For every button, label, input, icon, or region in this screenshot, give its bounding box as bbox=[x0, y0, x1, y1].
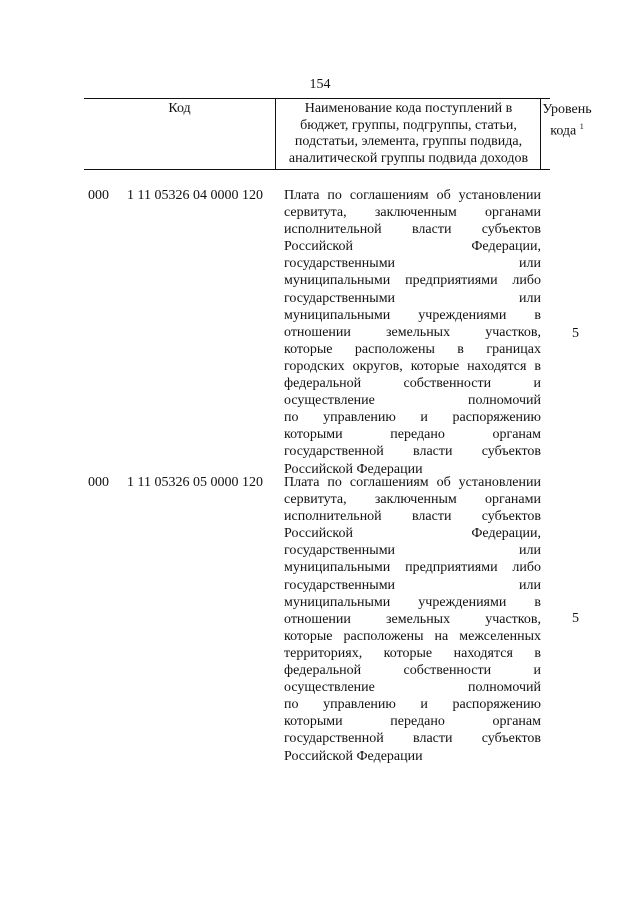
header-name-line: подстатьи, элемента, группы подвида, bbox=[294, 134, 523, 149]
name-line: которыми передано органам bbox=[284, 714, 541, 730]
name-line: муниципальными предприятиями либо bbox=[284, 273, 541, 289]
name-line: Российской Федерации, bbox=[284, 526, 541, 542]
name-line: федеральной собственности и bbox=[284, 376, 541, 392]
name-line: которые расположены в границах bbox=[284, 341, 541, 357]
name-line: отношении земельных участков, bbox=[284, 324, 541, 340]
name-line: исполнительной власти субъектов bbox=[284, 222, 541, 238]
name-line: Российской Федерации bbox=[284, 461, 423, 477]
revenue-name bbox=[284, 187, 541, 478]
header-name-line: Наименование кода поступлений в bbox=[304, 101, 513, 116]
revenue-name bbox=[284, 474, 541, 765]
name-line: которыми передано органам bbox=[284, 427, 541, 443]
name-line: территориях, которые находятся в bbox=[284, 645, 541, 661]
name-line: сервитута, заключенным органами bbox=[284, 492, 541, 508]
header-level-line1: Уровень bbox=[542, 102, 592, 117]
name-line: Российской Федерации bbox=[284, 748, 423, 764]
header-level-label: кода bbox=[550, 123, 577, 139]
name-line: государственными или bbox=[284, 577, 541, 593]
name-line: государственными или bbox=[284, 256, 541, 272]
name-line: Российской Федерации, bbox=[284, 239, 541, 255]
admin-code: 000 bbox=[88, 188, 109, 203]
name-line: которые расположены на межселенных bbox=[284, 628, 541, 644]
name-line: государственной власти субъектов bbox=[284, 444, 541, 460]
admin-code: 000 bbox=[88, 475, 109, 490]
name-line: отношении земельных участков, bbox=[284, 611, 541, 627]
name-line: федеральной собственности и bbox=[284, 663, 541, 679]
header-level bbox=[542, 99, 592, 169]
name-line: государственными или bbox=[284, 543, 541, 559]
page-number: 154 bbox=[309, 77, 331, 92]
table-header bbox=[84, 98, 592, 170]
code-level: 5 bbox=[572, 326, 579, 341]
name-line: осуществление полномочий bbox=[284, 680, 541, 696]
classification-code: 1 11 05326 05 0000 120 bbox=[127, 475, 263, 490]
name-line: сервитута, заключенным органами bbox=[284, 205, 541, 221]
name-line: государственной власти субъектов bbox=[284, 731, 541, 747]
header-level-line2 bbox=[542, 118, 592, 140]
name-line: городских округов, которые находятся в bbox=[284, 358, 541, 374]
header-level-footnote: 1 bbox=[579, 122, 584, 131]
name-line: по управлению и распоряжению bbox=[284, 410, 541, 426]
name-line: муниципальными учреждениями в bbox=[284, 307, 541, 323]
name-line: осуществление полномочий bbox=[284, 393, 541, 409]
header-name-line: бюджет, группы, подгруппы, статьи, bbox=[300, 117, 517, 133]
name-line: Плата по соглашениям об установлении bbox=[284, 188, 541, 203]
header-name bbox=[277, 99, 541, 169]
classification-code: 1 11 05326 04 0000 120 bbox=[127, 188, 263, 203]
name-line: по управлению и распоряжению bbox=[284, 697, 541, 713]
header-name-line: аналитической группы подвида доходов bbox=[288, 150, 529, 166]
name-line: исполнительной власти субъектов bbox=[284, 509, 541, 525]
code-level: 5 bbox=[572, 611, 579, 626]
header-code: Код bbox=[84, 99, 276, 169]
name-line: муниципальными учреждениями в bbox=[284, 594, 541, 610]
name-line: муниципальными предприятиями либо bbox=[284, 560, 541, 576]
name-line: государственными или bbox=[284, 290, 541, 306]
name-line: Плата по соглашениям об установлении bbox=[284, 475, 541, 490]
